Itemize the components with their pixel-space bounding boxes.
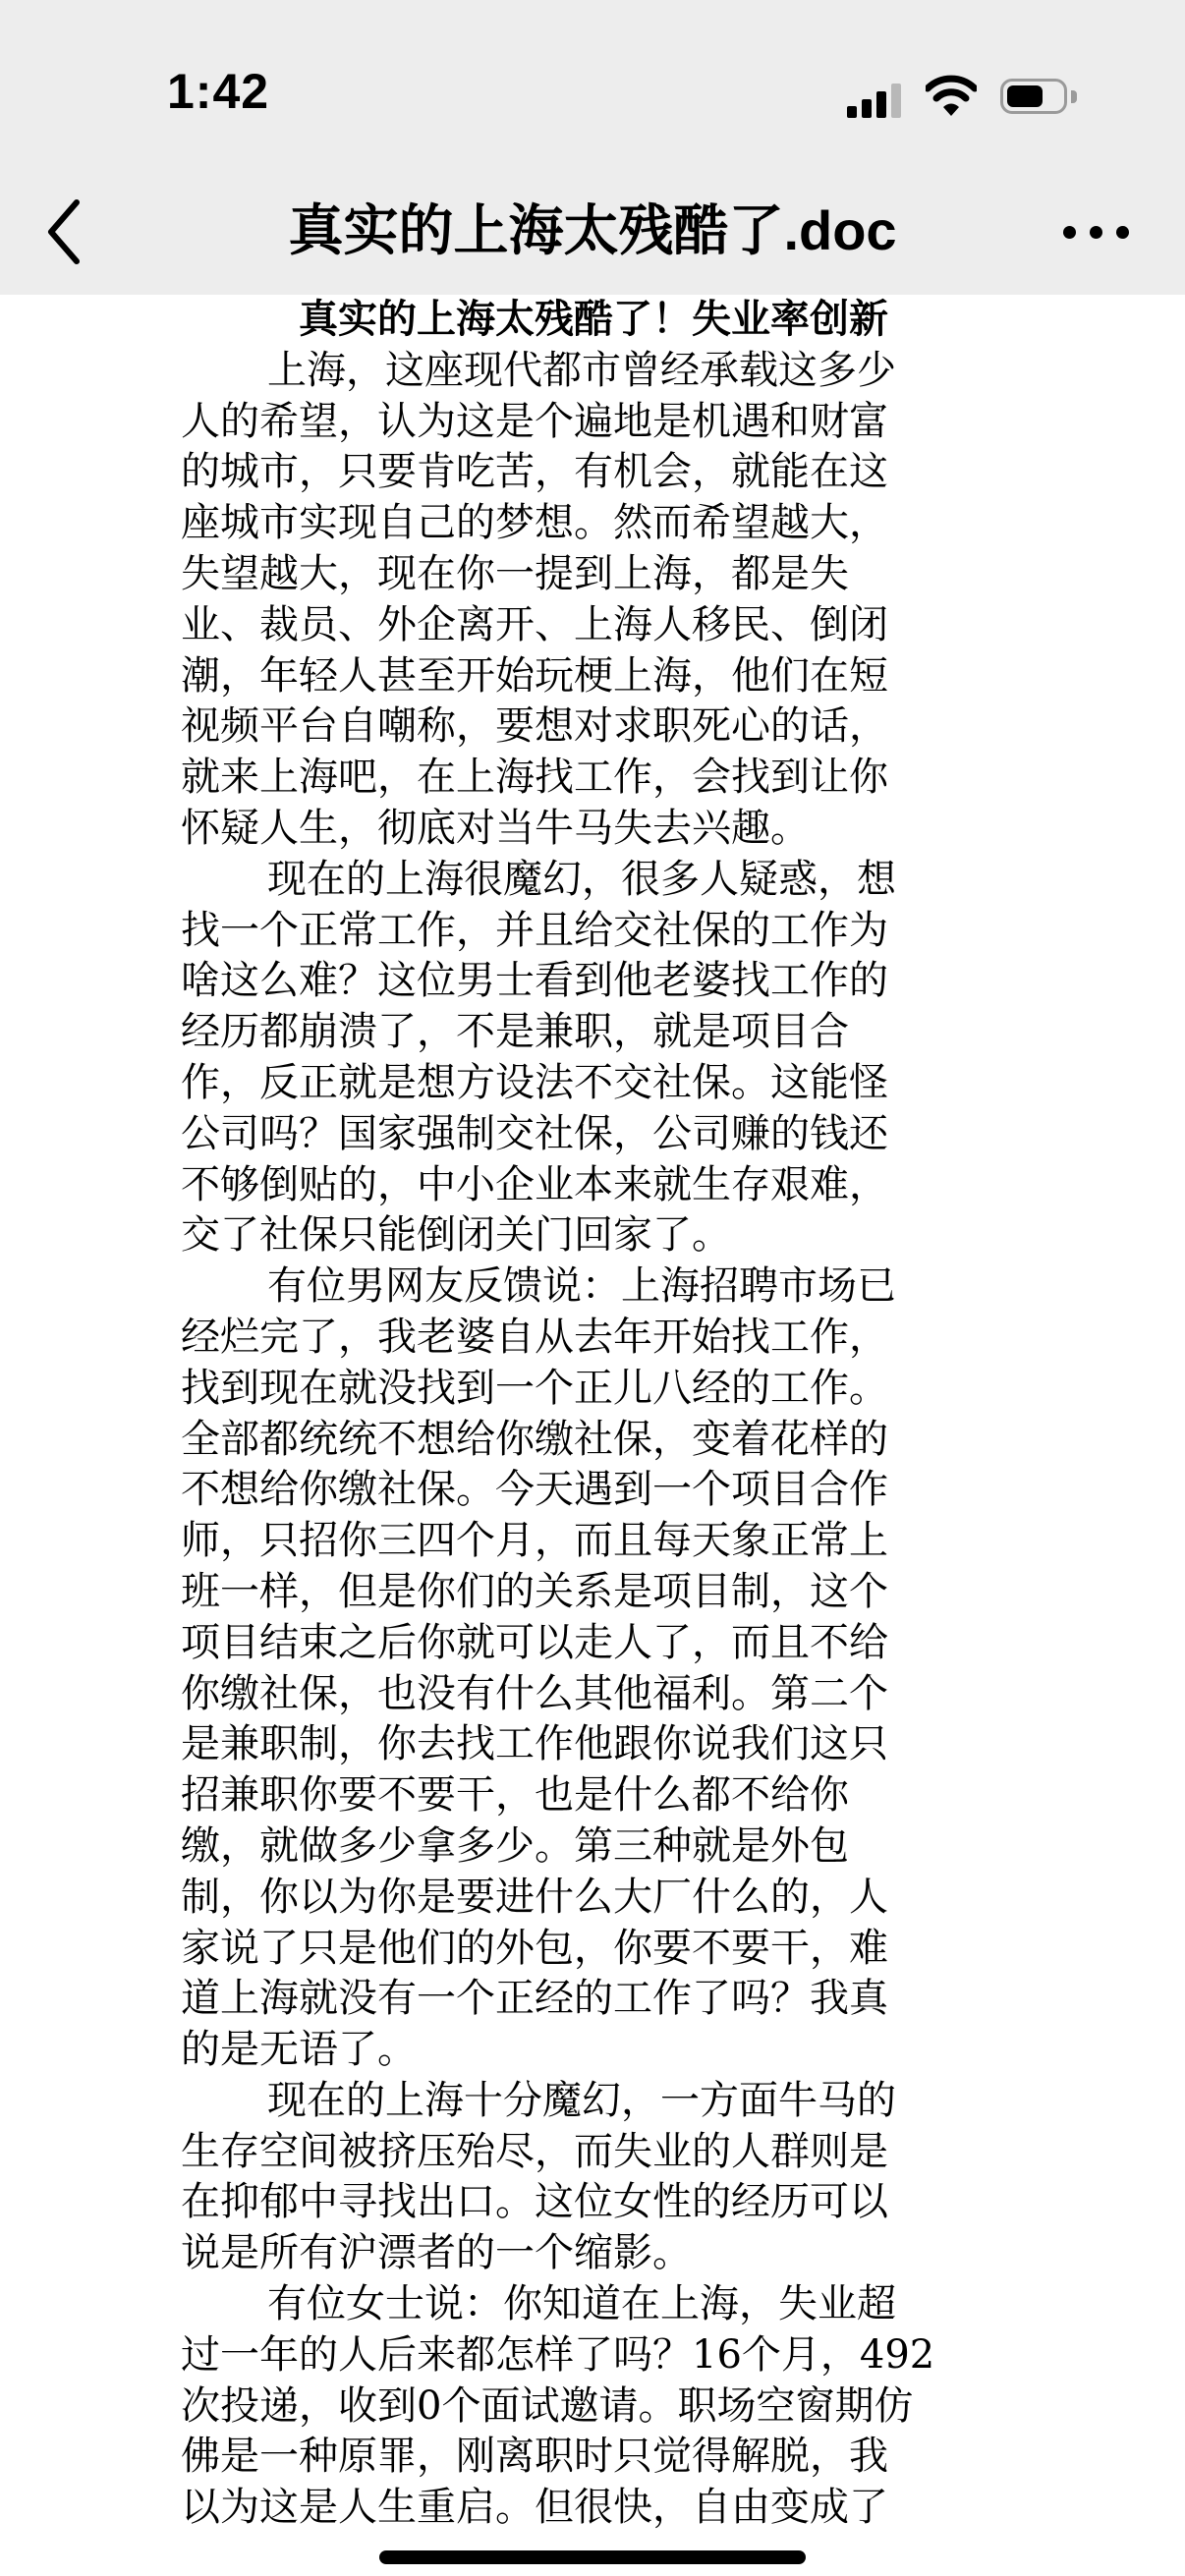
paragraph (181, 1261, 1006, 2076)
text-line: 啥这么难？这位男士看到他老婆找工作的 (181, 958, 888, 1004)
more-dot-icon (1116, 226, 1129, 239)
document-title-bar: 真实的上海太残酷了.doc (288, 199, 897, 261)
text-line: 班一样，但是你们的关系是项目制，这个 (181, 1568, 888, 1614)
text-line: 家说了只是他们的外包，你要不要干，难 (181, 1925, 888, 1971)
more-options-button[interactable] (1057, 206, 1136, 255)
home-indicator[interactable] (379, 2550, 806, 2564)
text-line: 经烂完了，我老婆自从去年开始找工作， (181, 1314, 888, 1360)
text-line: 项目结束之后你就可以走人了，而且不给 (181, 1619, 888, 1665)
text-line: 说是所有沪漂者的一个缩影。 (181, 2230, 692, 2276)
text-line: 潮，年轻人甚至开始玩梗上海，他们在短 (181, 652, 888, 699)
text-line: 现在的上海十分魔幻，一方面牛马的 (267, 2077, 896, 2123)
text-line: 不够倒贴的，中小企业本来就生存艰难， (181, 1161, 888, 1207)
text-line: 现在的上海很魔幻，很多人疑惑，想 (267, 856, 896, 902)
status-bar (0, 0, 1185, 167)
text-line: 有位女士说：你知道在上海，失业超 (267, 2281, 896, 2327)
text-line: 不想给你缴社保。今天遇到一个项目合作 (181, 1467, 888, 1513)
text-line: 就来上海吧，在上海找工作，会找到让你 (181, 755, 888, 801)
text-line: 视频平台自嘲称，要想对求职死心的话， (181, 703, 888, 750)
text-line: 的是无语了。 (181, 2027, 417, 2073)
paragraph (181, 346, 1006, 855)
text-line: 失望越大，现在你一提到上海，都是失 (181, 550, 849, 596)
text-line: 有位男网友反馈说：上海招聘市场已 (267, 1263, 896, 1310)
text-line: 在抑郁中寻找出口。这位女性的经历可以 (181, 2179, 888, 2225)
document-paragraphs (181, 346, 1006, 2534)
paragraph (181, 2076, 1006, 2279)
text-line: 佛是一种原罪，刚离职时只觉得解脱，我 (181, 2434, 888, 2480)
document-heading: 真实的上海太残酷了！失业率创新 (299, 297, 888, 342)
more-dot-icon (1063, 226, 1076, 239)
wifi-icon (926, 75, 977, 118)
text-line: 业、裁员、外企离开、上海人移民、倒闭 (181, 601, 888, 647)
text-line: 道上海就没有一个正经的工作了吗？我真 (181, 1976, 888, 2022)
text-line: 怀疑人生，彻底对当牛马失去兴趣。 (181, 805, 810, 851)
text-line: 找到现在就没找到一个正儿八经的工作。 (181, 1365, 888, 1411)
text-line: 制，你以为你是要进什么大厂什么的，人 (181, 1874, 888, 1920)
text-line: 师，只招你三四个月，而且每天象正常上 (181, 1518, 888, 1564)
text-line: 全部都统统不想给你缴社保，变着花样的 (181, 1416, 888, 1462)
battery-icon (1000, 79, 1079, 116)
text-line: 公司吗？国家强制交社保，公司赚的钱还 (181, 1110, 888, 1156)
status-time: 1:42 (167, 64, 270, 119)
paragraph (181, 855, 1006, 1261)
more-dot-icon (1090, 226, 1102, 239)
paragraph (181, 2279, 1006, 2534)
text-line: 生存空间被挤压殆尽，而失业的人群则是 (181, 2128, 888, 2174)
text-line: 过一年的人后来都怎样了吗？16个月，492 (181, 2331, 935, 2378)
text-line: 次投递，收到0个面试邀请。职场空窗期仿 (181, 2382, 914, 2429)
text-line: 经历都崩溃了，不是兼职，就是项目合 (181, 1009, 849, 1055)
cellular-signal-icon (847, 83, 906, 118)
text-line: 缴，就做多少拿多少。第三种就是外包 (181, 1822, 849, 1869)
navigation-bar (0, 167, 1185, 295)
document-body (181, 295, 1006, 2534)
text-line: 人的希望，认为这是个遍地是机遇和财富 (181, 398, 888, 444)
text-line: 你缴社保，也没有什么其他福利。第二个 (181, 1670, 888, 1716)
text-line: 上海，这座现代都市曾经承载这多少 (267, 347, 896, 393)
text-line: 作，反正就是想方设法不交社保。这能怪 (181, 1059, 888, 1105)
text-line: 交了社保只能倒闭关门回家了。 (181, 1212, 731, 1259)
text-line: 是兼职制，你去找工作他跟你说我们这只 (181, 1721, 888, 1767)
text-line: 座城市实现自己的梦想。然而希望越大， (181, 500, 888, 546)
text-line: 找一个正常工作，并且给交社保的工作为 (181, 907, 888, 953)
text-line: 的城市，只要肯吃苦，有机会，就能在这 (181, 449, 888, 495)
text-line: 以为这是人生重启。但很快，自由变成了 (181, 2485, 888, 2531)
text-line: 招兼职你要不要干，也是什么都不给你 (181, 1772, 849, 1819)
